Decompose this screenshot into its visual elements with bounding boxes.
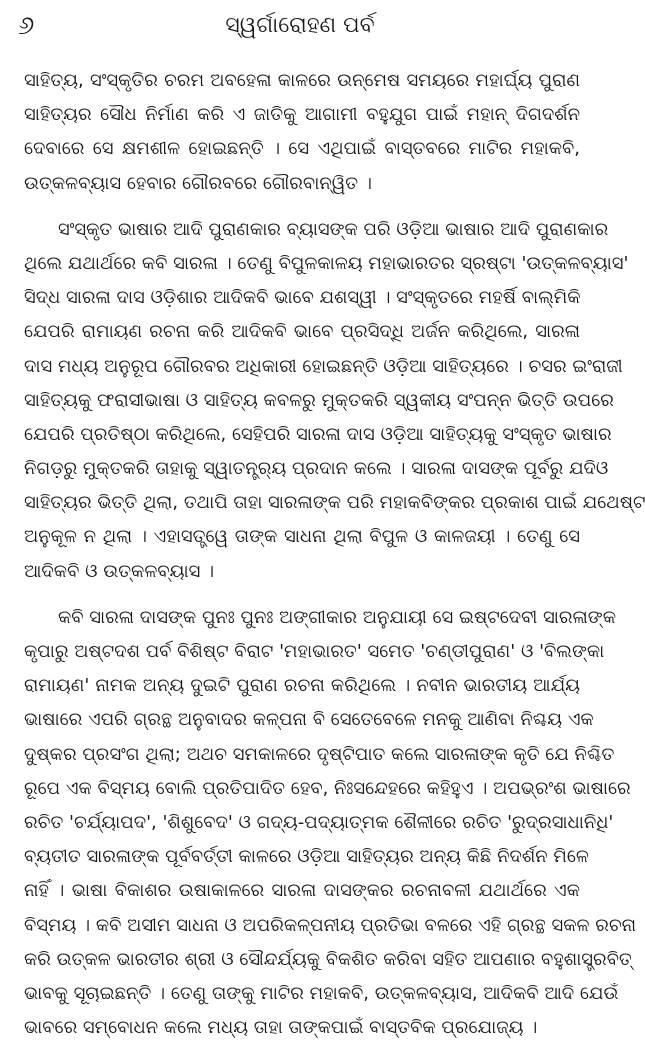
page-body <box>24 64 645 1045</box>
text-line: ଯେପରି ରାମାୟଣ ରଚନା କରି ଆଦିକବି ଭାବେ ପ୍ରସିଦ୍ଧି ଅର୍ଜନ କରିଥିଲେ, ସାରଳା <box>24 321 580 343</box>
text-line: ଦୁଷ୍କର ପ୍ରସଂଗ ଥିଲା; ଅଥଚ ସମକାଳରେ ଦୃଷ୍ଟିପାତ କଲେ ସାରଳାଙ୍କ କୃତି ଯେ ନିଶ୍ଚିତ <box>24 743 615 765</box>
page-number: ୬ <box>18 11 35 41</box>
text-line: ଅନୁକୂଳ ନ ଥିଲା । ଏହାସତ୍ତ୍ୱେ ତାଙ୍କ ସାଧନା ଥିଲା ବିପୁଳ ଓ କାଳଜୟୀ । ତେଣୁ ସେ <box>24 526 580 548</box>
text-line: ସାହିତ୍ୟର ଭିତ୍ତି ଥିଲା, ତଥାପି ତାହା ସାରଳାଙ୍କ ପରି ମହାକବିଙ୍କର ପ୍ରକାଶ ପାଇଁ ଯଥେଷ୍ଟ <box>24 492 645 514</box>
page-header <box>0 8 600 48</box>
text-line: ବ୍ୟତୀତ ସାରଳାଙ୍କ ପୂର୍ବବର୍ତ୍ତୀ କାଳରେ ଓଡ଼ିଆ ସାହିତ୍ୟର ଅନ୍ୟ କିଛି ନିଦର୍ଶନ ମିଳେ <box>24 846 589 868</box>
text-line: କବି ସାରଳା ଦାସଙ୍କ ପୁନଃ ପୁନଃ ଅଙ୍ଗୀକାର ଅନୁଯାୟୀ ସେ ଇଷ୍ଟଦେବୀ ସାରଳାଙ୍କ <box>58 606 616 628</box>
text-line: ଥିଲେ ଯଥାର୍ଥରେ କବି ସାରଳା । ତେଣୁ ବିପୁଳକାଳୟ ମହାଭାରତର ସ୍ରଷ୍ଟା 'ଉତ୍କଳବ୍ୟାସ' <box>24 252 629 274</box>
text-line: ସାହିତ୍ୟର ସୌଧ ନିର୍ମାଣ କରି ଏ ଜାତିକୁ ଆଗାମୀ ବହୁଯୁଗ ପାଇଁ ମହାନ୍ ଦିଗଦର୍ଶନ <box>24 104 580 126</box>
paragraph-3 <box>24 601 637 1045</box>
text-line: ନିଗଡ଼ରୁ ମୁକ୍ତକରି ତାହାକୁ ସ୍ୱାତନ୍ତ୍ର୍ୟ ପ୍ରଦାନ କଲେ । ସାରଳା ଦାସଙ୍କ ପୂର୍ବରୁ ଯଦିଓ <box>24 458 609 480</box>
running-title: ସ୍ୱର୍ଗାରୋହଣ ପର୍ବ <box>225 13 375 38</box>
paragraph-1 <box>24 64 580 201</box>
text-line: ସାହିତ୍ୟକୁ ଫରାସୀଭାଷା ଓ ସାହିତ୍ୟ କବଳରୁ ମୁକ୍ତକରି ସ୍ୱକୀୟ ସଂପନ୍ନ ଭିତ୍ତି ଉପରେ <box>24 389 614 411</box>
text-line: ଆଦିକବି ଓ ଉତ୍କଳବ୍ୟାସ । <box>24 560 215 582</box>
text-line: ନାହିଁ । ଭାଷା ବିକାଶର ଉଷାକାଳରେ ସାରଳା ଦାସଙ୍କର ରଚନାବଳୀ ଯଥାର୍ଥରେ ଏକ <box>24 880 580 902</box>
paragraph-gap <box>24 589 580 601</box>
text-line: ଭାବକୁ ସୂଚାଇଛନ୍ତି । ତେଣୁ ତାଙ୍କୁ ମାଟିର ମହାକବି, ଉତ୍କଳବ୍ୟାସ, ଆଦିକବି ଆଦି ଯେଉଁ <box>24 982 619 1004</box>
text-line: ରୂପେ ଏକ ବିସ୍ମୟ ବୋଲି ପ୍ରତିପାଦିତ ହେବ, ନିଃସନ୍ଦେହରେ କହିହୁଏ । ଅପଭ୍ରଂଶ ଭାଷାରେ <box>24 777 631 799</box>
text-line: କରି ଉତ୍କଳ ଭାରତୀର ଶ୍ରୀ ଓ ସୌନ୍ଦର୍ଯ୍ୟକୁ ବିକଶିତ କରିବା ସହିତ ଆପଣାର ବହୁଶାସ୍ତ୍ରବିତ୍ <box>24 948 632 970</box>
text-line: ଭାବରେ ସମ୍ବୋଧନ କଲେ ମଧ୍ୟ ତାହା ତାଙ୍କପାଇଁ ବାସ୍ତବିକ ପ୍ରଯୋଜ୍ୟ । <box>24 1017 538 1039</box>
text-line: ଯେପରି ପ୍ରତିଷ୍ଠା କରିଥିଲେ, ସେହିପରି ସାରଳା ଦାସ ଓଡ଼ିଆ ସାହିତ୍ୟକୁ ସଂସ୍କୃତ ଭାଷାର <box>24 423 612 445</box>
text-line: ସଂସ୍କୃତ ଭାଷାର ଆଦି ପୁରାଣକାର ବ୍ୟାସଙ୍କ ପରି ଓଡ଼ିଆ ଭାଷାର ଆଦି ପୁରାଣକାର <box>58 218 609 240</box>
text-line: ସିଦ୍ଧ ସାରଳା ଦାସ ଓଡ଼ିଶାର ଆଦିକବି ଭାବେ ଯଶସ୍ୱୀ । ସଂସ୍କୃତରେ ମହର୍ଷି ବାଲ୍ମିକି <box>24 287 581 309</box>
paragraph-2 <box>24 213 645 589</box>
text-line: ରାମାୟଣ' ନାମକ ଅନ୍ୟ ଦୁଇଟି ପୁରାଣ ରଚନା କରିଥିଲେ । ନବୀନ ଭାରତୀୟ ଆର୍ଯ୍ୟ <box>24 675 580 697</box>
text-line: କୃପାରୁ ଅଷ୍ଟଦଶ ପର୍ବ ବିଶିଷ୍ଟ ବିରାଟ 'ମହାଭାରତ' ସମେତ 'ଚଣ୍ଡୀପୁରାଣ' ଓ 'ବିଲଙ୍କା <box>24 641 605 662</box>
text-line: ବିସ୍ମୟ । କବି ଅସୀମ ସାଧନା ଓ ଅପରିକଳ୍ପନୀୟ ପ୍ରତିଭା ବଳରେ ଏହି ଗ୍ରନ୍ଥ ସକଳ ରଚନା <box>24 914 637 936</box>
text-line: ଉତ୍କଳବ୍ୟାସ ହେବାର ଗୌରବରେ ଗୌରବାନ୍ୱିତ । <box>24 172 372 194</box>
text-line: ଦାସ ମଧ୍ୟ ଅନୁରୂପ ଗୌରବର ଅଧିକାରୀ ହୋଇଛନ୍ତି ଓଡ଼ିଆ ସାହିତ୍ୟରେ । ଚସର ଇଂରାଜୀ <box>24 355 623 377</box>
text-line: ଦେବାରେ ସେ କ୍ଷମଶୀଳ ହୋଇଛନ୍ତି । ସେ ଏଥିପାଇଁ ବାସ୍ତବରେ ମାଟିର ମହାକବି, <box>24 138 580 160</box>
text-line: ଭାଷାରେ ଏପରି ଗ୍ରନ୍ଥ ଅନୁବାଦର କଳ୍ପନା ବି ସେତେବେଳେ ମନକୁ ଆଣିବା ନିଶ୍ଚୟ ଏକ <box>24 709 594 731</box>
text-line: ସାହିତ୍ୟ, ସଂସ୍କୃତିର ଚରମ ଅବହେଳା କାଳରେ ଉନ୍ମେଷ ସମୟରେ ମହାର୍ଘ୍ୟ ପୁରାଣ <box>24 70 580 91</box>
paragraph-gap <box>24 201 580 213</box>
text-line: ରଚିତ 'ଚର୍ଯ୍ୟାପଦ', 'ଶିଶୁବେଦ' ଓ ଗଦ୍ୟ-ପଦ୍ୟାତ୍ମକ ଶୈଳୀରେ ରଚିତ 'ରୁଦ୍ରସାଧାନିଧି' <box>24 811 614 833</box>
